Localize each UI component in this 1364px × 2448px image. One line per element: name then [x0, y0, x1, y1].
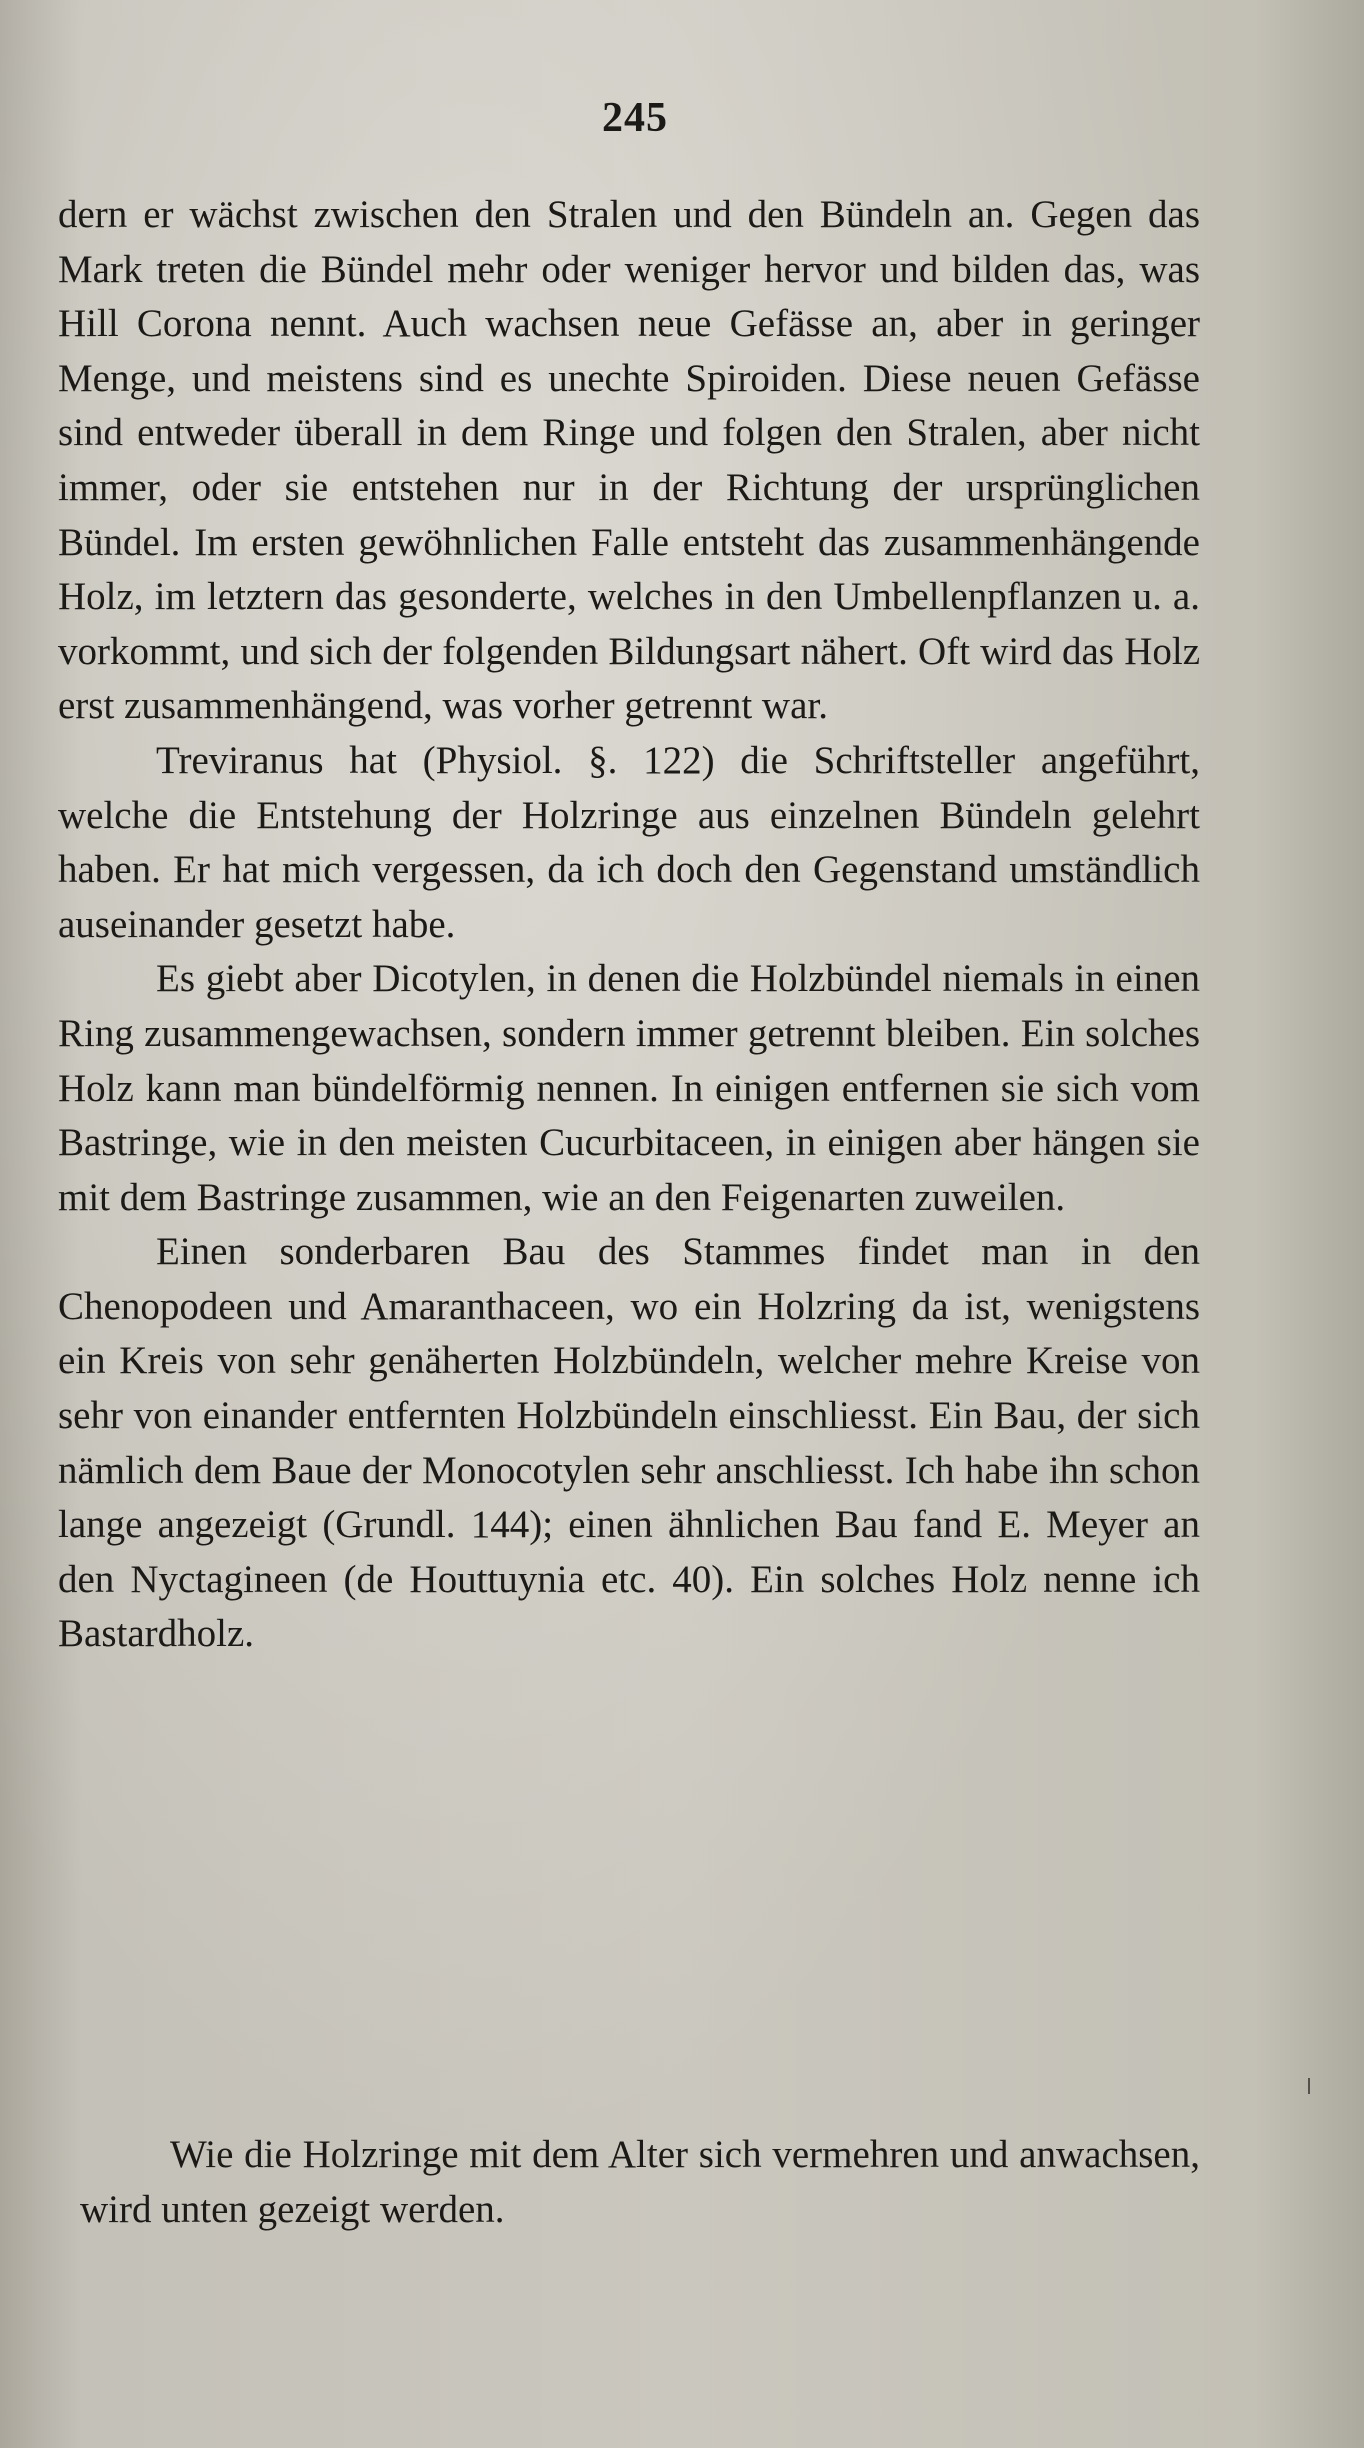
body-text: [58, 188, 1200, 1662]
page-number: 245: [602, 95, 668, 141]
margin-mark: [1308, 2078, 1310, 2094]
closing-text: [80, 2128, 1200, 2237]
paragraph-2: Treviranus hat (Physiol. §. 122) die Schriftsteller angeführt, welche die Entstehung der Holzringe aus einzelnen Bündeln gelehrt haben. Er hat mich vergessen, da ich doch den Gegenstand umständlich auseinander gesetzt habe.: [58, 738, 1200, 946]
paragraph-3: Es giebt aber Dicotylen, in denen die Holzbündel niemals in einen Ring zusammengewachsen, sondern immer getrennt bleiben. Ein solches Holz kann man bündelförmig nennen. In einigen entfernen sie sich vom Bastringe, wie in den meisten Cucurbitaceen, in einigen aber hängen sie mit dem Bastringe zusammen, wie an den Feigenarten zuweilen.: [58, 957, 1200, 1219]
paragraph-4: Einen sonderbaren Bau des Stammes findet man in den Chenopodeen und Amaranthaceen, wo ein Holzring da ist, wenigstens ein Kreis von sehr genäherten Holzbündeln, welcher mehre Kreise von sehr von einander entfernten Holzbündeln einschliesst. Ein Bau, der sich nämlich dem Baue der Monocotylen sehr anschliesst. Ich habe ihn schon lange angezeigt (Grundl. 144); einen ähnlichen Bau fand E. Meyer an den Nyctagineen (de Houttuynia etc. 40). Ein solches Holz nenne ich Bastardholz.: [58, 1230, 1200, 1656]
paragraph-5: Wie die Holzringe mit dem Alter sich vermehren und anwachsen, wird unten gezeigt werden.: [80, 2133, 1200, 2231]
paragraph-1: dern er wächst zwischen den Stralen und den Bündeln an. Gegen das Mark treten die Bündel mehr oder weniger hervor und bilden das, was Hill Corona nennt. Auch wachsen neue Gefässe an, aber in geringer Menge, und meistens sind es unechte Spiroiden. Diese neuen Gefässe sind entweder überall in dem Ringe und folgen den Stralen, aber nicht immer, oder sie entstehen nur in der Richtung der ursprünglichen Bündel. Im ersten gewöhnlichen Falle entsteht das zusammenhängende Holz, im letztern das gesonderte, welches in den Umbellenpflanzen u. a. vorkommt, und sich der folgenden Bildungsart nähert. Oft wird das Holz erst zusammenhängend, was vorher getrennt war.: [58, 193, 1200, 728]
